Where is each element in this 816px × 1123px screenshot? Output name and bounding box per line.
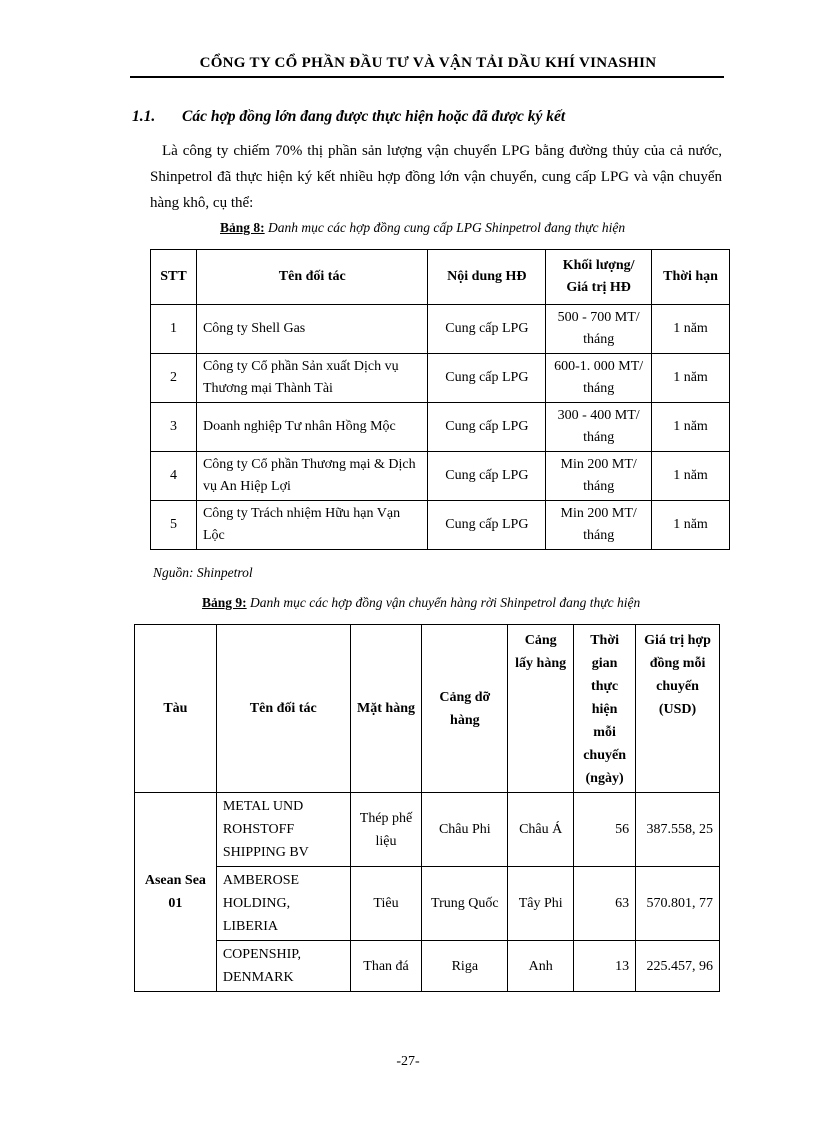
table-cell: Than đá	[350, 941, 422, 992]
table-cell: Công ty Shell Gas	[196, 305, 427, 354]
table-cell: 3	[151, 403, 197, 452]
table-cell: 1	[151, 305, 197, 354]
table-cell: 570.801, 77	[636, 867, 720, 941]
page-number: -27-	[396, 1054, 420, 1069]
bulk-shipping-contracts-table	[134, 624, 720, 992]
table1-caption-label: Bảng 8:	[220, 220, 265, 235]
table2-header-cell: Thời gian thực hiện mỗi chuyến (ngày)	[574, 625, 636, 793]
table-cell: AMBEROSE HOLDING, LIBERIA	[216, 867, 350, 941]
table-cell: Thép phế liệu	[350, 793, 422, 867]
section-number: 1.1.	[132, 108, 156, 125]
header-rule	[130, 76, 724, 78]
table-row	[151, 354, 730, 403]
table2-header-cell: Cảng lấy hàng	[508, 625, 574, 793]
table-cell: Công ty Trách nhiệm Hữu hạn Vạn Lộc	[196, 501, 427, 550]
table2-caption	[202, 595, 640, 611]
table-cell: 2	[151, 354, 197, 403]
table2-header-row	[135, 625, 720, 793]
table-cell: Tây Phi	[508, 867, 574, 941]
table1-caption	[220, 220, 625, 236]
table1-source: Nguồn: Shinpetrol	[153, 565, 253, 580]
table-cell: 500 - 700 MT/ tháng	[546, 305, 652, 354]
table1-header-cell: Thời hạn	[652, 250, 730, 305]
table-cell: 1 năm	[652, 354, 730, 403]
table-cell: Riga	[422, 941, 508, 992]
ship-name-cell: Asean Sea 01	[135, 793, 217, 992]
table-cell: 13	[574, 941, 636, 992]
table-cell: Doanh nghiệp Tư nhân Hồng Mộc	[196, 403, 427, 452]
table2-caption-text: Danh mục các hợp đồng vận chuyển hàng rời Shinpetrol đang thực hiện	[246, 595, 641, 610]
table2-header-cell: Cảng dỡ hàng	[422, 625, 508, 793]
table-cell: Cung cấp LPG	[428, 501, 546, 550]
table2-header-cell: Mặt hàng	[350, 625, 422, 793]
table-cell: 387.558, 25	[636, 793, 720, 867]
table-row	[151, 452, 730, 501]
table-cell: Cung cấp LPG	[428, 403, 546, 452]
table-cell: 1 năm	[652, 305, 730, 354]
lpg-contracts-table	[150, 249, 730, 550]
table-cell: Cung cấp LPG	[428, 354, 546, 403]
table-cell: Min 200 MT/ tháng	[546, 452, 652, 501]
table-cell: Châu Á	[508, 793, 574, 867]
table-row	[135, 867, 720, 941]
section-title: Các hợp đồng lớn đang được thực hiện hoặc đã được ký kết	[182, 108, 566, 125]
table1-caption-text: Danh mục các hợp đồng cung cấp LPG Shinpetrol đang thực hiện	[264, 220, 626, 235]
table-cell: METAL UND ROHSTOFF SHIPPING BV	[216, 793, 350, 867]
table-row	[151, 501, 730, 550]
table-cell: 56	[574, 793, 636, 867]
table-row	[135, 793, 720, 867]
table1-header-cell: STT	[151, 250, 197, 305]
table-cell: 1 năm	[652, 403, 730, 452]
intro-paragraph	[150, 138, 722, 216]
table2-header-cell: Giá trị hợp đồng mỗi chuyến (USD)	[636, 625, 720, 793]
table-cell: Anh	[508, 941, 574, 992]
table-cell: 1 năm	[652, 501, 730, 550]
table-cell: Công ty Cổ phần Sản xuất Dịch vụ Thương mại Thành Tài	[196, 354, 427, 403]
table-row	[135, 941, 720, 992]
table-cell: 225.457, 96	[636, 941, 720, 992]
table2-header-cell: Tên đối tác	[216, 625, 350, 793]
table-cell: 4	[151, 452, 197, 501]
table-cell: Châu Phi	[422, 793, 508, 867]
table1-header-cell: Khối lượng/ Giá trị HĐ	[546, 250, 652, 305]
table-cell: COPENSHIP, DENMARK	[216, 941, 350, 992]
table1-header-cell: Nội dung HĐ	[428, 250, 546, 305]
table-cell: 1 năm	[652, 452, 730, 501]
page-header: CỔNG TY CỔ PHẦN ĐẦU TƯ VÀ VẬN TẢI DẦU KHÍ VINASHIN	[199, 55, 657, 71]
table-cell: 63	[574, 867, 636, 941]
table1-header-row	[151, 250, 730, 305]
table-cell: Công ty Cổ phần Thương mại & Dịch vụ An Hiệp Lợi	[196, 452, 427, 501]
table1-header-cell: Tên đối tác	[196, 250, 427, 305]
table-cell: 300 - 400 MT/ tháng	[546, 403, 652, 452]
table-cell: Tiêu	[350, 867, 422, 941]
intro-paragraph-text: Là công ty chiếm 70% thị phần sản lượng vận chuyển LPG bằng đường thủy của cả nước, Shinpetrol đã thực hiện ký kết nhiều hợp đồng lớn vận chuyển, cung cấp LPG và vận chuyển hàng khô, cụ thể:	[150, 143, 722, 211]
table-cell: Trung Quốc	[422, 867, 508, 941]
table2-header-cell: Tàu	[135, 625, 217, 793]
table-row	[151, 403, 730, 452]
table-cell: Min 200 MT/ tháng	[546, 501, 652, 550]
table2-caption-label: Bảng 9:	[202, 595, 247, 610]
table-row	[151, 305, 730, 354]
table-cell: Cung cấp LPG	[428, 452, 546, 501]
table-cell: Cung cấp LPG	[428, 305, 546, 354]
table-cell: 5	[151, 501, 197, 550]
table-cell: 600-1. 000 MT/ tháng	[546, 354, 652, 403]
section-heading	[132, 108, 732, 126]
